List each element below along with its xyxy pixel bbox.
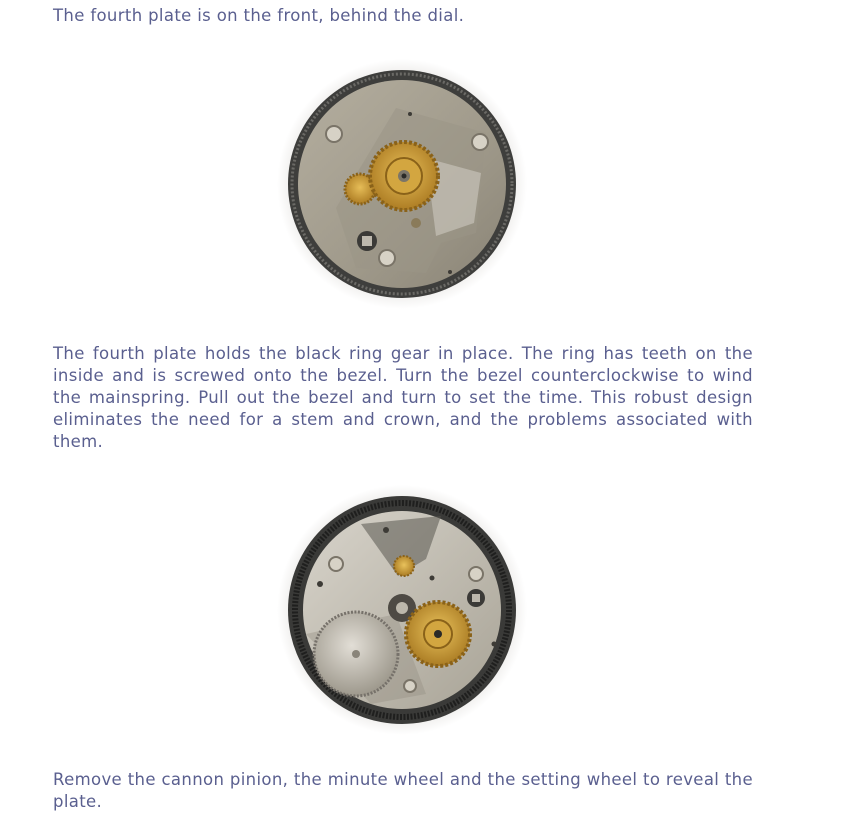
remove-paragraph: Remove the cannon pinion, the minute wheel and the setting wheel to reveal the plate. <box>53 770 753 811</box>
movement-with-fourth-plate-photo <box>276 58 528 310</box>
ring-gear-paragraph: The fourth plate holds the black ring gear in place. The ring has teeth on the inside and is screwed onto the bezel. Turn the bezel counterclockwise to wind the mainspring. Pull out the bezel and turn to set the time. This robust design eliminates the need for a stem and crown, and the problems associated with them. <box>53 344 753 451</box>
movement-without-fourth-plate-photo <box>276 484 528 736</box>
intro-paragraph: The fourth plate is on the front, behind the dial. <box>53 6 465 25</box>
